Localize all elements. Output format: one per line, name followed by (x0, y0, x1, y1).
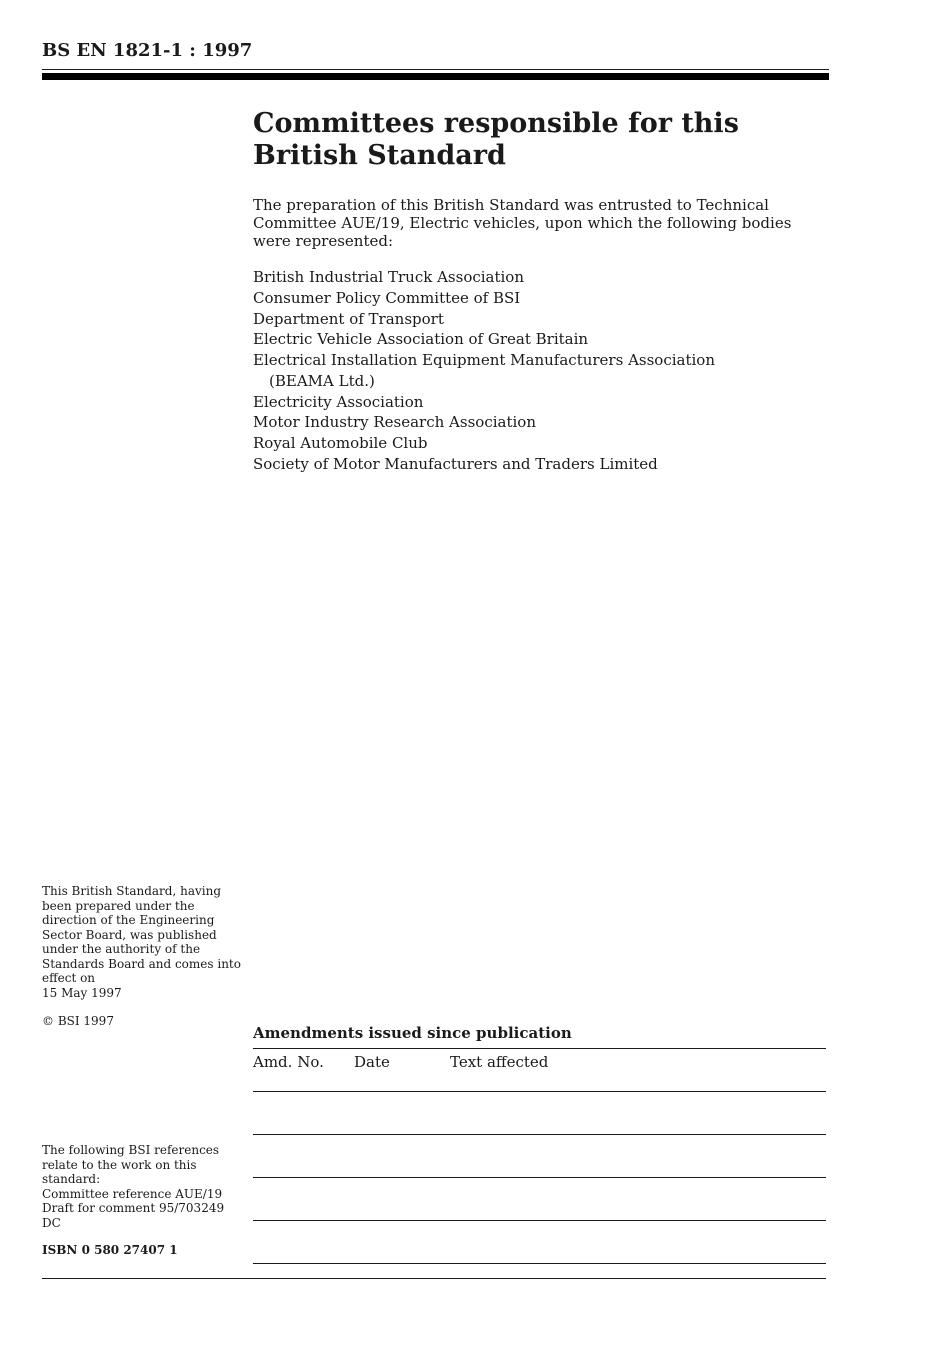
list-item: Society of Motor Manufacturers and Traders Limited (253, 454, 658, 473)
amendment-row-empty (253, 1178, 826, 1221)
bsi-references (42, 1143, 242, 1230)
list-item: British Industrial Truck Association (253, 268, 525, 286)
amendments-table (253, 1048, 826, 1264)
reference-line: relate to the work on this (42, 1157, 197, 1172)
notice-line: effect on (42, 971, 96, 985)
list-item: Electricity Association (253, 392, 424, 411)
document-id: BS EN 1821-1 : 1997 (42, 40, 253, 61)
amendments-title: Amendments issued since publication (253, 1024, 572, 1042)
column-header-amd-no: Amd. No. (253, 1053, 324, 1071)
notice-line: been prepared under the (42, 898, 195, 913)
amendments-header-row (253, 1048, 826, 1092)
header-rule-thick (42, 73, 829, 80)
header-rule-thin (42, 69, 829, 70)
reference-line: Draft for comment 95/703249 DC (42, 1201, 225, 1230)
notice-line: under the authority of the (42, 942, 201, 956)
notice-line: Standards Board and comes into (42, 956, 241, 971)
notice-line: Sector Board, was published (42, 927, 217, 942)
list-item-text: Electrical Installation Equipment Manufacturers Association (253, 351, 715, 369)
list-item: Electric Vehicle Association of Great Britain (253, 330, 589, 349)
reference-line: Committee reference AUE/19 (42, 1186, 223, 1201)
list-item: Motor Industry Research Association (253, 413, 536, 432)
list-item (253, 350, 828, 392)
publication-notice (42, 884, 242, 1000)
member-bodies-list (253, 267, 828, 475)
heading-line-1: Committees responsible for this (253, 108, 739, 139)
amendment-row-empty (253, 1135, 826, 1178)
notice-line: This British Standard, having (42, 884, 222, 898)
footer-rule (42, 1278, 826, 1279)
isbn: ISBN 0 580 27407 1 (42, 1243, 178, 1257)
reference-line: standard: (42, 1172, 101, 1186)
copyright-notice: © BSI 1997 (42, 1014, 114, 1028)
list-item-continuation: (BEAMA Ltd.) (269, 371, 375, 390)
intro-paragraph: The preparation of this British Standard was entrusted to Technical Committee AUE/19, Electric vehicles, upon which the following bodies were represented: (253, 196, 792, 250)
list-item: Consumer Policy Committee of BSI (253, 288, 521, 307)
column-header-text-affected: Text affected (450, 1053, 549, 1071)
reference-line: The following BSI references (42, 1143, 220, 1157)
amendment-row-empty (253, 1092, 826, 1135)
amendment-row-empty (253, 1221, 826, 1264)
notice-line: 15 May 1997 (42, 985, 122, 1000)
heading-line-2: British Standard (253, 140, 506, 171)
notice-line: direction of the Engineering (42, 913, 215, 927)
list-item: Royal Automobile Club (253, 434, 428, 452)
column-header-date: Date (354, 1053, 390, 1071)
page-heading (253, 108, 828, 172)
list-item: Department of Transport (253, 309, 444, 328)
